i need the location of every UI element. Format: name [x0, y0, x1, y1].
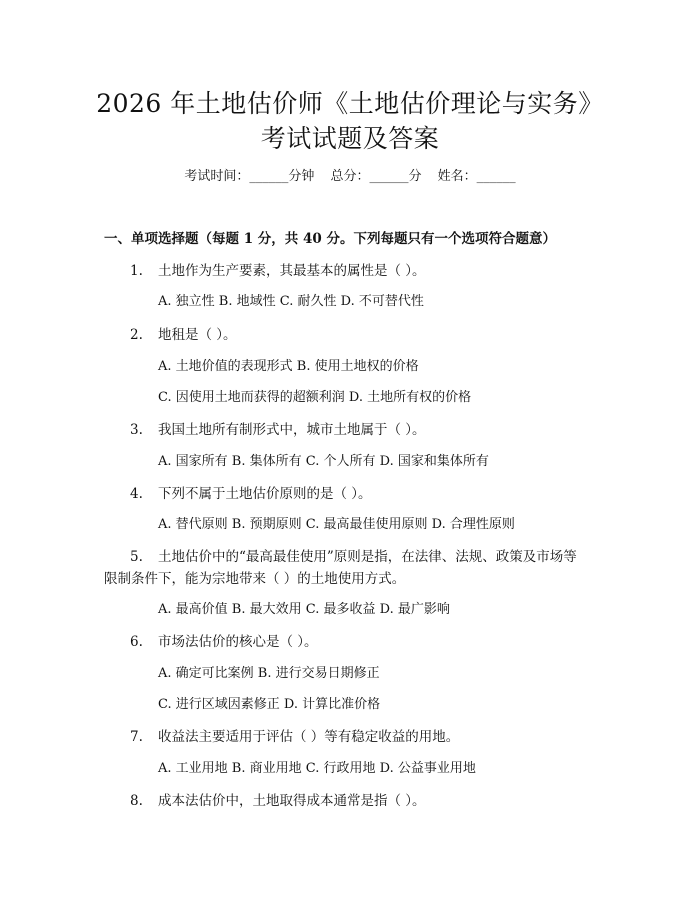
question-6: [130, 633, 318, 651]
question-5-options: A. 最高价值 B. 最大效用 C. 最多收益 D. 最广影响: [158, 602, 450, 617]
question-number: 2.: [130, 327, 143, 343]
question-text: 我国土地所有制形式中，城市土地属于（ ）。: [158, 422, 426, 438]
question-8: [130, 792, 426, 810]
question-text: 地租是（ ）。: [158, 327, 237, 343]
exam-score: 总分：______分: [330, 169, 422, 184]
question-4: [130, 485, 372, 503]
question-number: 8.: [130, 793, 143, 809]
question-6-options-line1: A. 确定可比案例 B. 进行交易日期修正: [158, 666, 380, 681]
question-number: 4.: [130, 486, 143, 502]
question-text: 成本法估价中，土地取得成本通常是指（ ）。: [158, 793, 426, 809]
question-number: 1.: [130, 263, 143, 279]
question-text: 收益法主要适用于评估（ ）等有稳定收益的用地。: [158, 729, 460, 745]
section-heading: 一、单项选择题（每题 1 分，共 40 分。下列每题只有一个选项符合题意）: [104, 231, 556, 247]
question-3: [130, 421, 426, 439]
question-2-options-line1: A. 土地价值的表现形式 B. 使用土地权的价格: [158, 359, 419, 374]
exam-time: 考试时间：______分钟: [184, 169, 315, 184]
question-1-options: A. 独立性 B. 地域性 C. 耐久性 D. 不可替代性: [158, 294, 424, 309]
exam-meta: [0, 168, 700, 186]
question-text: 土地作为生产要素，其最基本的属性是（ ）。: [158, 263, 426, 279]
question-text: 下列不属于土地估价原则的是（ ）。: [158, 486, 372, 502]
question-7: [130, 728, 459, 746]
question-5-continuation: 限制条件下，能为宗地带来（ ）的土地使用方式。: [104, 571, 406, 587]
document-title-line2: 考试试题及答案: [260, 124, 440, 153]
question-2-options-line2: C. 因使用土地而获得的超额利润 D. 土地所有权的价格: [158, 390, 472, 405]
question-text: 市场法估价的核心是（ ）。: [158, 634, 318, 650]
question-5: [130, 548, 577, 566]
question-4-options: A. 替代原则 B. 预期原则 C. 最高最佳使用原则 D. 合理性原则: [158, 517, 515, 532]
question-number: 3.: [130, 422, 143, 438]
document-title-line1: 2026 年土地估价师《土地估价理论与实务》: [96, 89, 604, 118]
exam-name: 姓名：______: [437, 169, 516, 184]
question-number: 5.: [130, 549, 143, 565]
question-7-options: A. 工业用地 B. 商业用地 C. 行政用地 D. 公益事业用地: [158, 761, 476, 776]
question-2: [130, 326, 237, 344]
question-6-options-line2: C. 进行区域因素修正 D. 计算比准价格: [158, 697, 381, 712]
question-number: 7.: [130, 729, 143, 745]
question-3-options: A. 国家所有 B. 集体所有 C. 个人所有 D. 国家和集体所有: [158, 454, 489, 469]
question-text: 土地估价中的“最高最佳使用”原则是指，在法律、法规、政策及市场等: [158, 549, 577, 565]
question-number: 6.: [130, 634, 143, 650]
question-1: [130, 262, 426, 280]
